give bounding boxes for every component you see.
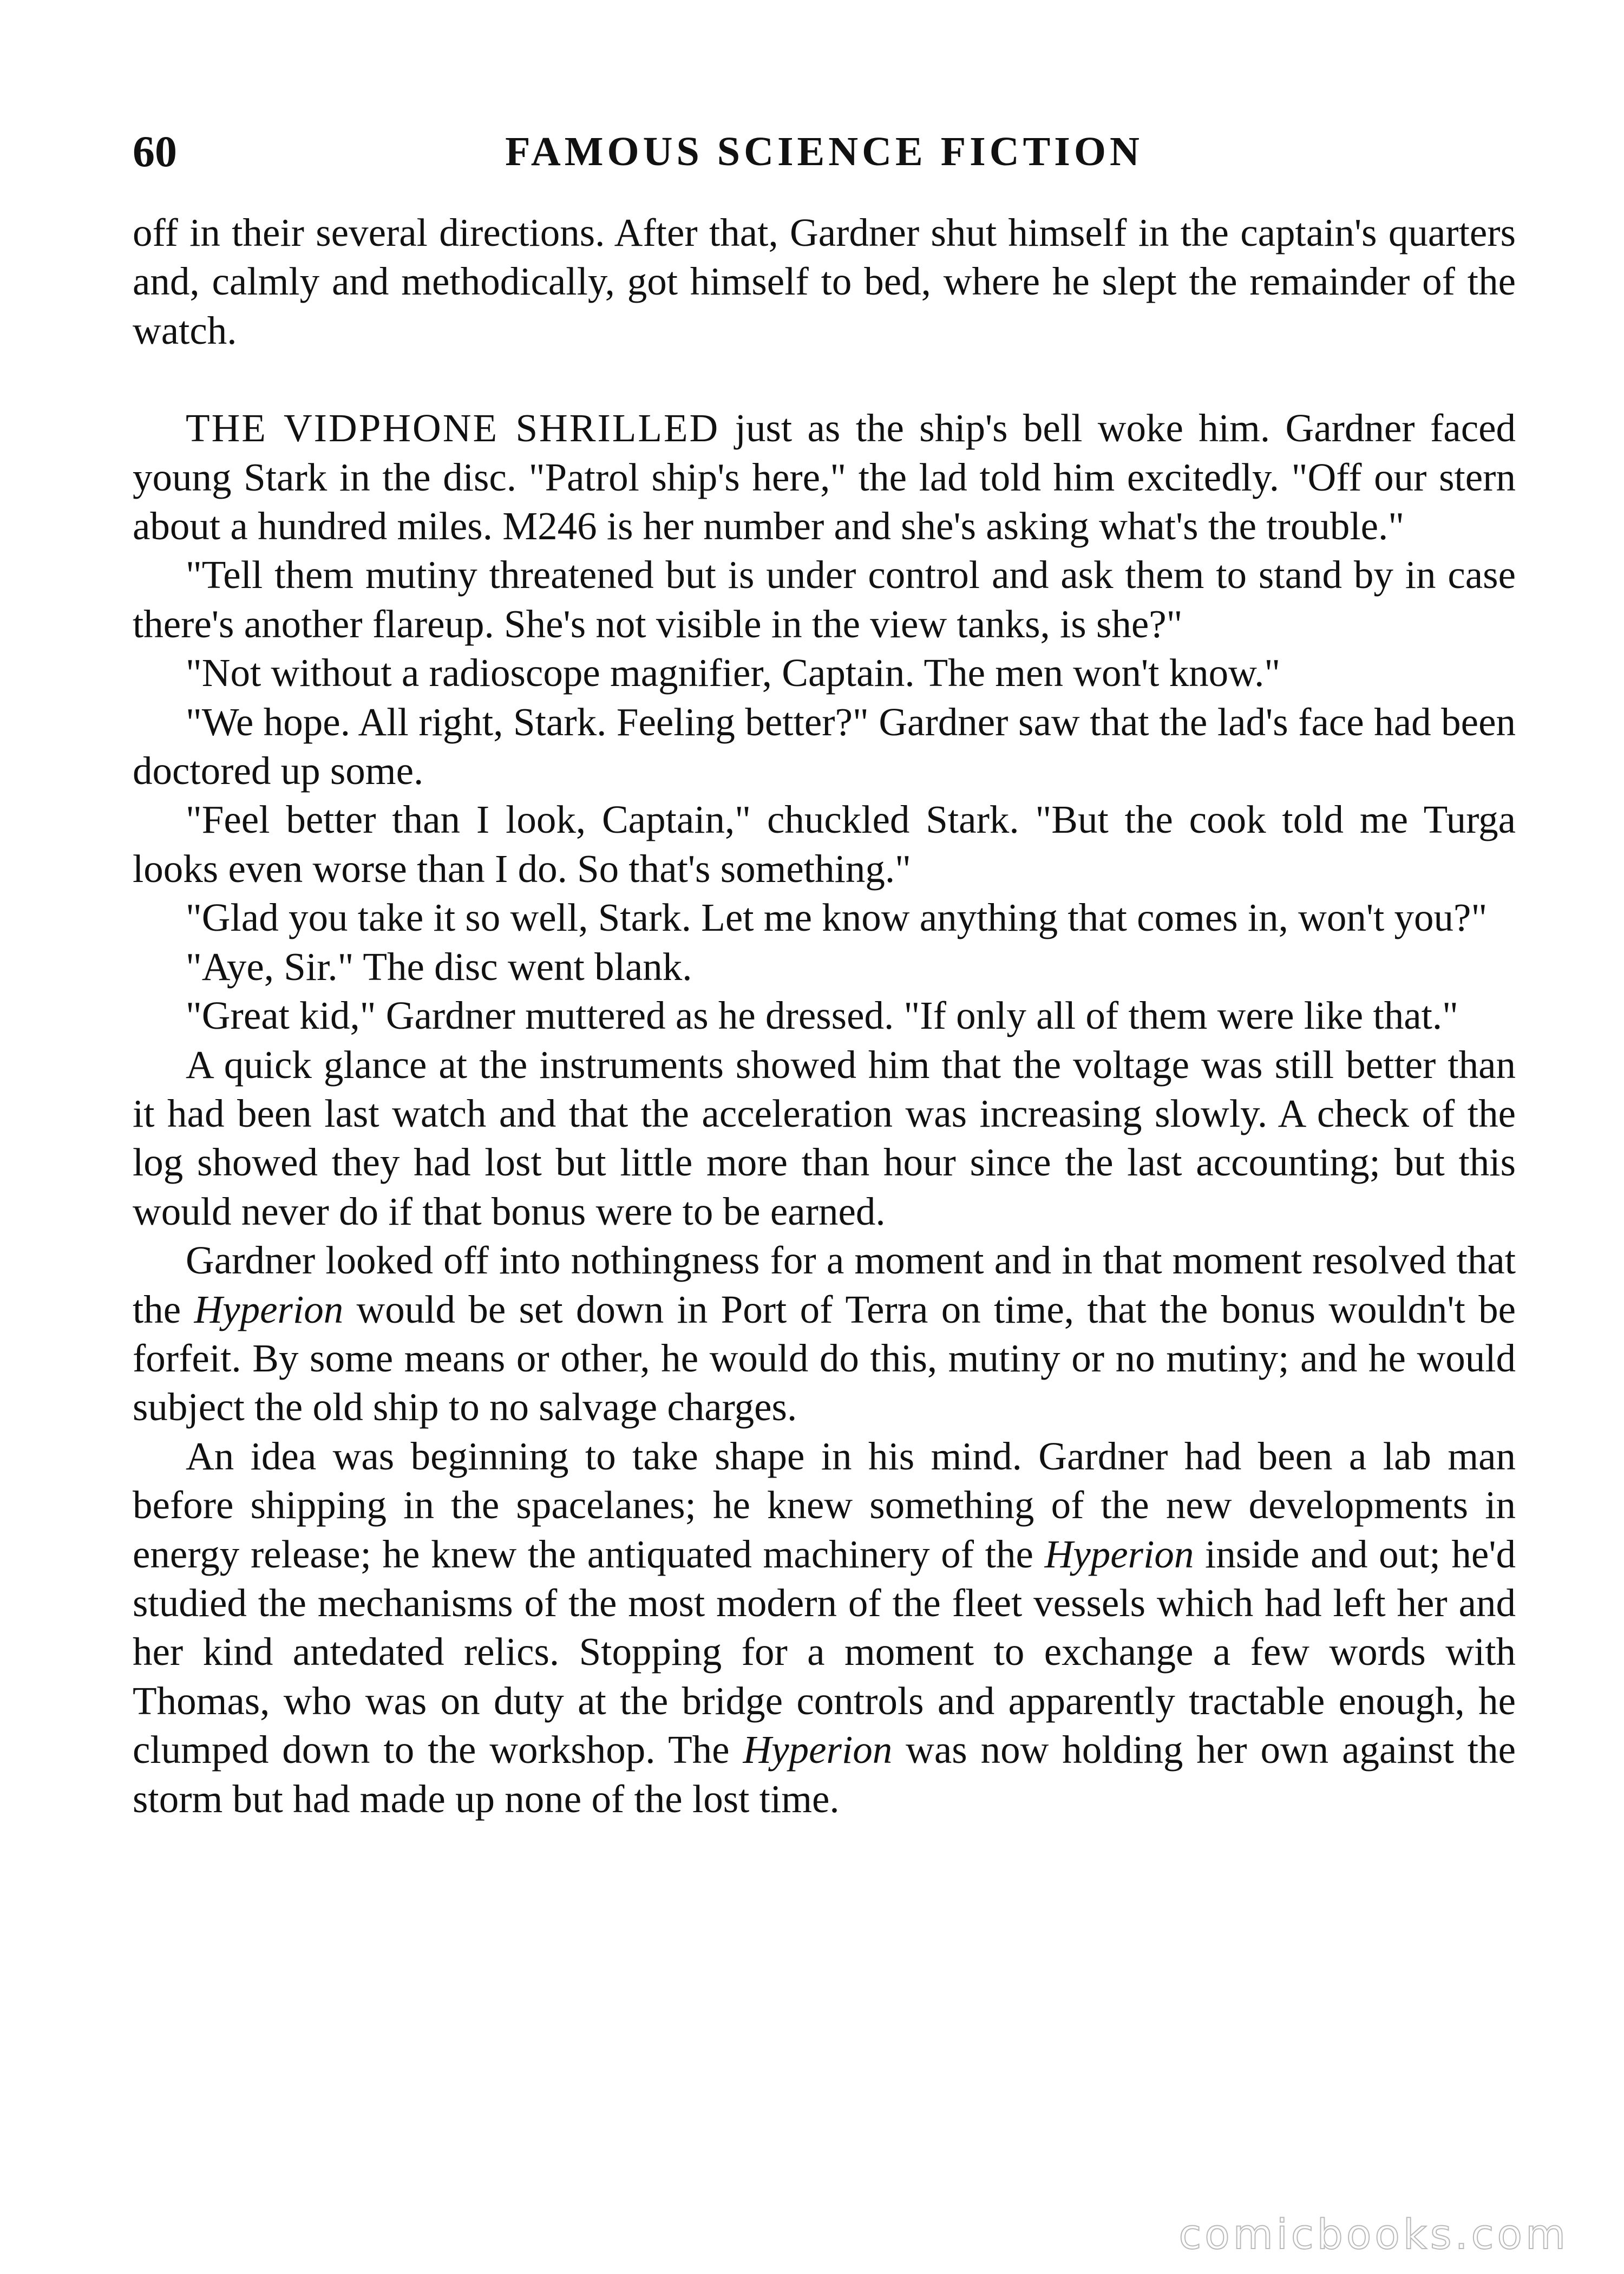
paragraph-text: inside and out; he'd studied the mechanisms of the most modern of the fleet vessels which had left her and her kind antedated relics. Stopping for a moment to exchange a few words with Thomas, who was on duty at the bridge controls and apparently tractable enough, he clumped down to the workshop. The	[133, 1532, 1516, 1772]
ship-name: Hyperion	[1044, 1532, 1194, 1576]
body-text	[133, 208, 1516, 1824]
running-head	[133, 122, 1516, 181]
paragraph: "Great kid," Gardner muttered as he dressed. "If only all of them were like that."	[186, 994, 1458, 1038]
running-title: FAMOUS SCIENCE FICTION	[505, 129, 1143, 174]
paragraph-text: An idea was beginning to take shape in his mind. Gardner had been a lab man before shipping in the spacelanes; he knew something of the new developments in energy release; he knew the antiquated machinery of the	[133, 1434, 1516, 1576]
page-number: 60	[133, 127, 177, 176]
paragraph: "Glad you take it so well, Stark. Let me know anything that comes in, won't you?"	[186, 896, 1488, 940]
paragraph: "We hope. All right, Stark. Feeling better?" Gardner saw that the lad's face had been doctored up some.	[133, 700, 1516, 793]
paragraph: "Aye, Sir." The disc went blank.	[186, 944, 692, 989]
paragraph: "Feel better than I look, Captain," chuckled Stark. "But the cook told me Turga looks even worse than I do. So that's something."	[133, 798, 1516, 891]
paragraph-text: Gardner looked off into nothingness for a moment and in that moment resolved that the	[133, 1238, 1516, 1331]
paragraph: A quick glance at the instruments showed him that the voltage was still better than it had been last watch and that the acceleration was increasing slowly. A check of the log showed they had lost but little more than hour since the last accounting; but this would never do if that bonus were to be earned.	[133, 1042, 1516, 1233]
paragraph-section-start	[133, 404, 1516, 551]
ship-name: Hyperion	[743, 1728, 893, 1772]
paragraph-text: just as the ship's bell woke him. Gardner faced young Stark in the disc. "Patrol ship's here," the lad told him excitedly. "Off our stern about a hundred miles. M246 is her number and she's asking what's the trouble."	[133, 406, 1516, 548]
paragraph-continuation: off in their several directions. After that, Gardner shut himself in the captain's quarters and, calmly and methodically, got himself to bed, where he slept the remainder of the watch.	[133, 211, 1516, 352]
paragraph-hyperion-resolve	[133, 1236, 1516, 1432]
section-opening-words: THE VIDPHONE SHRILLED	[186, 406, 720, 450]
paragraph-idea	[133, 1432, 1516, 1824]
paragraph-text: would be set down in Port of Terra on time, that the bonus wouldn't be forfeit. By some means or other, he would do this, mutiny or no mutiny; and he would subject the old ship to no salvage charges.	[133, 1287, 1516, 1429]
paragraph: "Tell them mutiny threatened but is under control and ask them to stand by in case there's another flareup. She's not visible in the view tanks, is she?"	[133, 553, 1516, 646]
paragraph: "Not without a radioscope magnifier, Captain. The men won't know."	[186, 651, 1281, 695]
ship-name: Hyperion	[194, 1287, 344, 1331]
paragraph-text: was now holding her own against the storm but had made up none of the lost time.	[133, 1728, 1516, 1821]
watermark: comicbooks.com	[1178, 2210, 1569, 2258]
